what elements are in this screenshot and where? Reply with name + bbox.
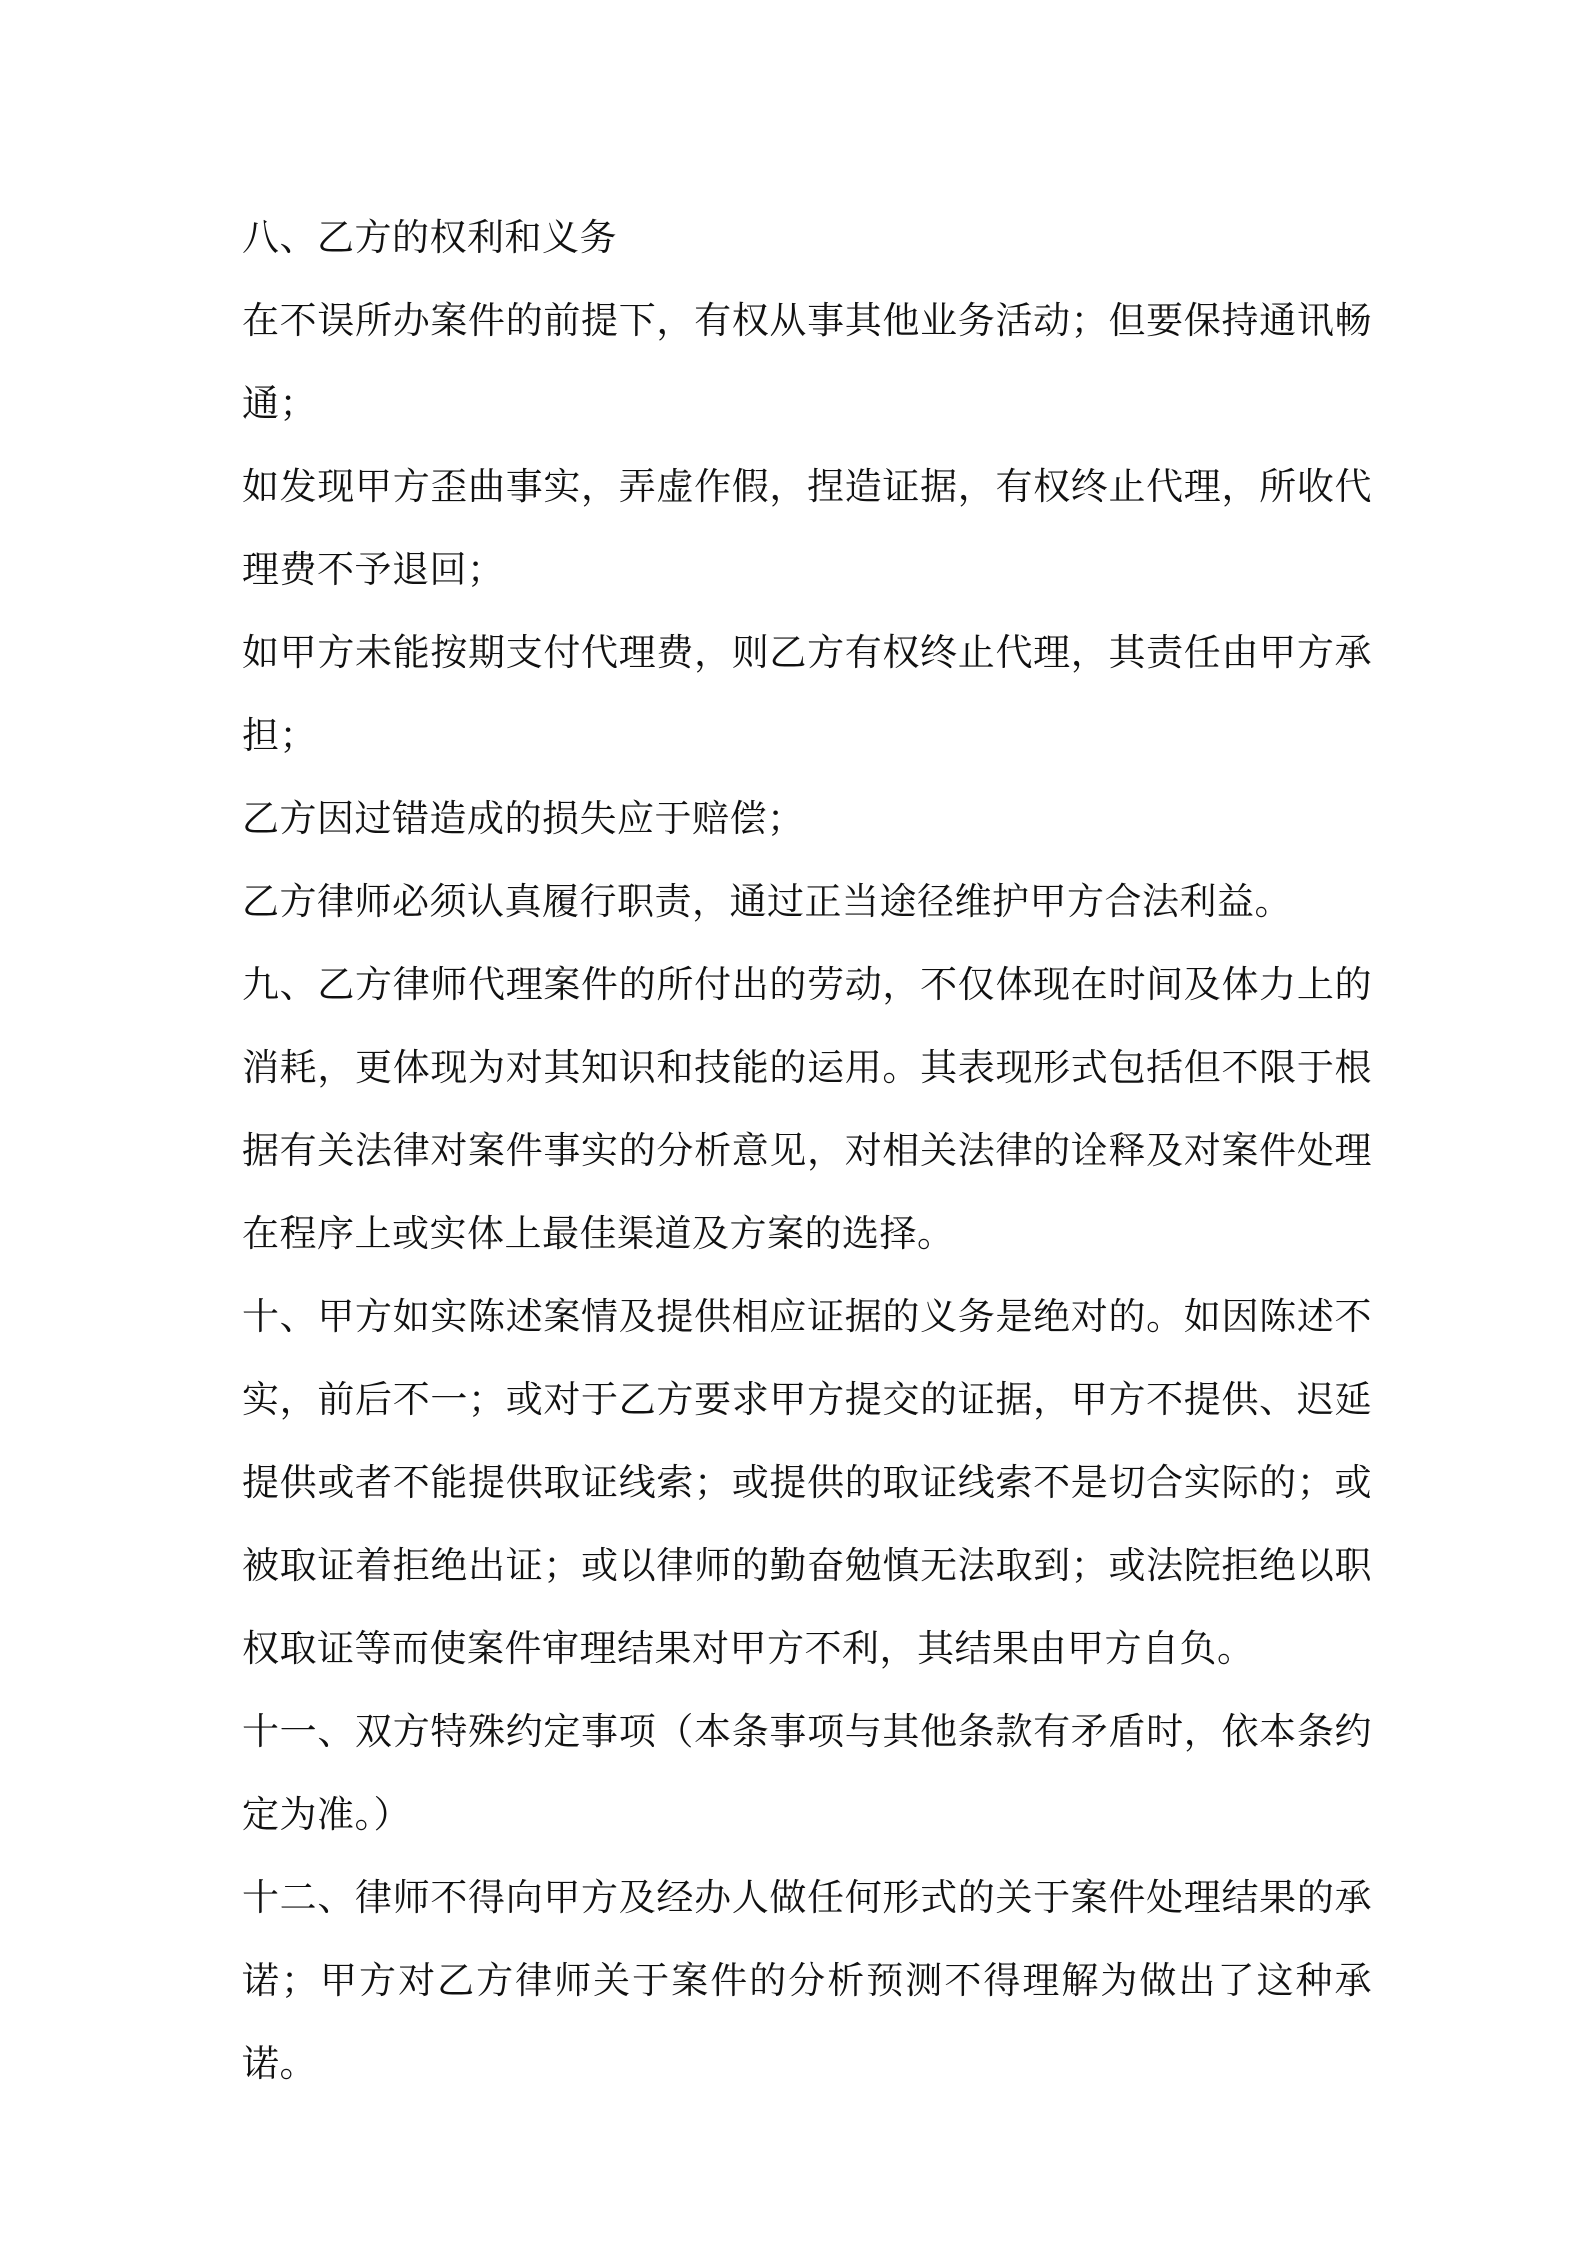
section-8-heading: 八、乙方的权利和义务	[242, 216, 617, 259]
section-11: 十一、双方特殊约定事项（本条事项与其他条款有矛盾时，依本条约定为准。）	[242, 1710, 1372, 1836]
clause-8-4: 乙方因过错造成的损失应于赔偿；	[242, 797, 805, 840]
clause-8-1: 在不误所办案件的前提下，有权从事其他业务活动；但要保持通讯畅通；	[242, 299, 1372, 425]
clause-8-3: 如甲方未能按期支付代理费，则乙方有权终止代理，其责任由甲方承担；	[242, 631, 1372, 757]
clause-8-5: 乙方律师必须认真履行职责，通过正当途径维护甲方合法利益。	[242, 880, 1292, 923]
section-12: 十二、律师不得向甲方及经办人做任何形式的关于案件处理结果的承诺；甲方对乙方律师关于案件的分析预测不得理解为做出了这种承诺。	[242, 1876, 1372, 2085]
clause-8-2: 如发现甲方歪曲事实，弄虚作假，捏造证据，有权终止代理，所收代理费不予退回；	[242, 465, 1372, 591]
section-10: 十、甲方如实陈述案情及提供相应证据的义务是绝对的。如因陈述不实，前后不一；或对于乙方要求甲方提交的证据，甲方不提供、迟延提供或者不能提供取证线索；或提供的取证线索不是切合实际的；或被取证着拒绝出证；或以律师的勤奋勉慎无法取到；或法院拒绝以职权取证等而使案件审理结果对甲方不利，其结果由甲方自负。	[242, 1295, 1372, 1670]
section-9: 九、乙方律师代理案件的所付出的劳动，不仅体现在时间及体力上的消耗，更体现为对其知识和技能的运用。其表现形式包括但不限于根据有关法律对案件事实的分析意见，对相关法律的诠释及对案件处理在程序上或实体上最佳渠道及方案的选择。	[242, 963, 1372, 1255]
document-body	[242, 196, 1372, 2105]
